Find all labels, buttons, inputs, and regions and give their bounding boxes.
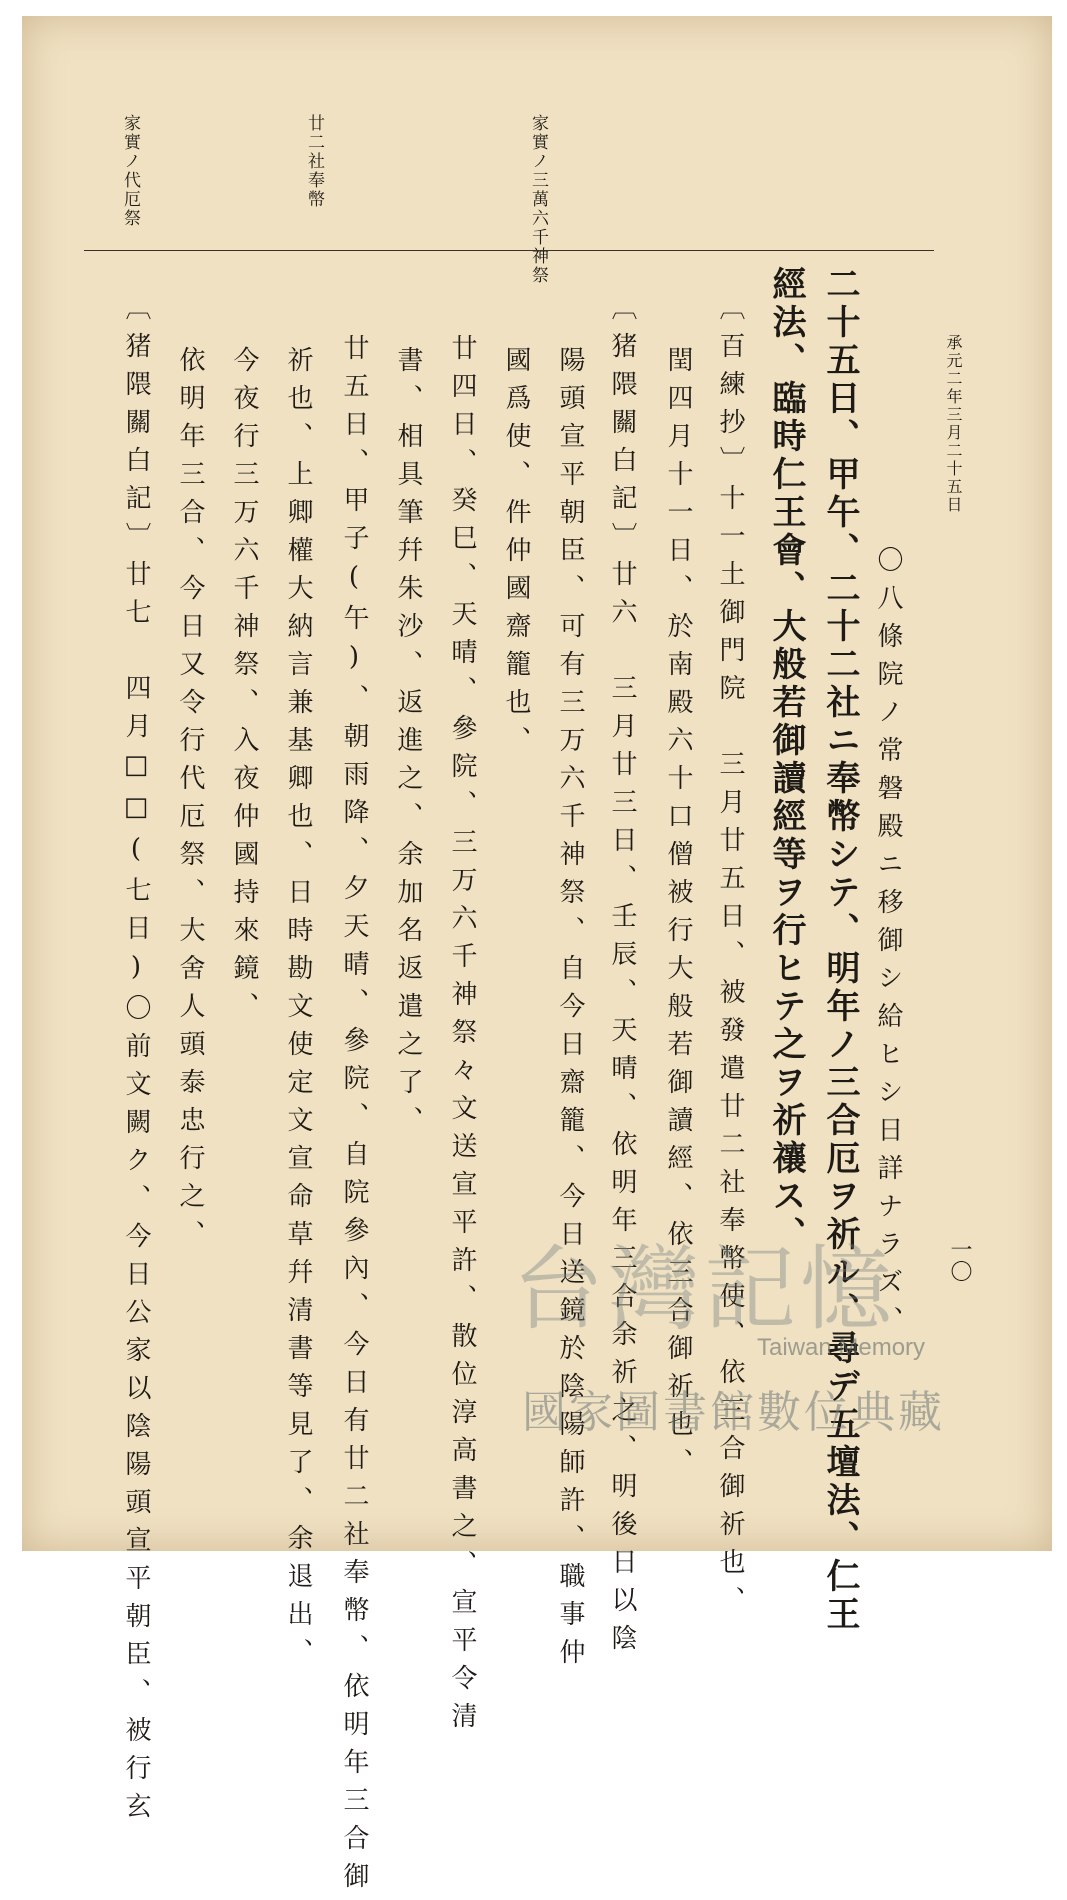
text-column-5: 閏四月十一日、於南殿六十口僧被行大般若御讀經、依三合御祈也、 bbox=[663, 346, 693, 1486]
text-column-10: 書、相具筆幷朱沙、返進之、余加名返遣之了、 bbox=[393, 346, 423, 1144]
watermark-logo-script: 台灣記憶 bbox=[512, 1236, 897, 1343]
text-column-14: 依明年三合、今日又令行代厄祭、大舍人頭泰忠行之、 bbox=[175, 346, 205, 1258]
text-column-8: 國爲使、件仲國齋籠也、 bbox=[501, 346, 531, 764]
text-column-3: 經法、臨時仁王會、大般若御讀經等ヲ行ヒテ之ヲ祈禳ス、 bbox=[766, 266, 806, 1254]
text-column-6: 〔猪隈關白記〕廿六 三月廿三日、壬辰、天晴、依明年三合余祈之、明後日以陰 bbox=[607, 294, 637, 1662]
text-column-13: 今夜行三万六千神祭、入夜仲國持來鏡、 bbox=[229, 346, 259, 1030]
margin-note-3: 家實ノ代厄祭 bbox=[120, 114, 140, 228]
margin-note-1: 家實ノ三萬六千神祭 bbox=[528, 114, 548, 285]
page-number: 一〇 bbox=[947, 1238, 972, 1282]
text-column-11: 廿五日、甲子(午)、朝雨降、夕天晴、參院、自院參內、今日有廿二社奉幣、依明年三合御 bbox=[339, 334, 369, 1900]
text-column-7: 陽頭宣平朝臣、可有三万六千神祭、自今日齋籠、今日送鏡於陰陽師許、職事仲 bbox=[555, 346, 585, 1676]
text-column-4: 〔百練抄〕十一土御門院 三月廿五日、被發遣廿二社奉幣使、依三合御祈也、 bbox=[715, 294, 745, 1624]
running-header: 承元二年三月二十五日 bbox=[944, 334, 963, 514]
watermark-latin: Taiwan Memory bbox=[757, 1334, 926, 1361]
text-column-15: 〔猪隈關白記〕廿七 四月□□(七日)〇前文闕ク、今日公家以陰陽頭宣平朝臣、被行玄 bbox=[121, 294, 151, 1830]
header-rule bbox=[84, 250, 934, 251]
text-column-9: 廿四日、癸巳、天晴、參院、三万六千神祭々文送宣平許、散位淳高書之、宣平令清 bbox=[447, 334, 477, 1740]
margin-note-2: 廿二社奉幣 bbox=[304, 114, 324, 209]
watermark-caption: 國家圖書館數位典藏 bbox=[522, 1387, 945, 1438]
text-column-2: 二十五日、甲午、二十二社ニ奉幣シテ、明年ノ三合厄ヲ祈ル、尋デ五壇法、仁王 bbox=[820, 266, 860, 1634]
text-column-12: 祈也、上卿權大納言兼基卿也、日時勘文使定文宣命草幷清書等見了、余退出、 bbox=[283, 346, 313, 1676]
paper-sheet bbox=[22, 16, 1052, 1900]
text-column-1: 〇八條院ノ常磐殿ニ移御シ給ヒシ日詳ナラズ、 bbox=[873, 546, 903, 1344]
